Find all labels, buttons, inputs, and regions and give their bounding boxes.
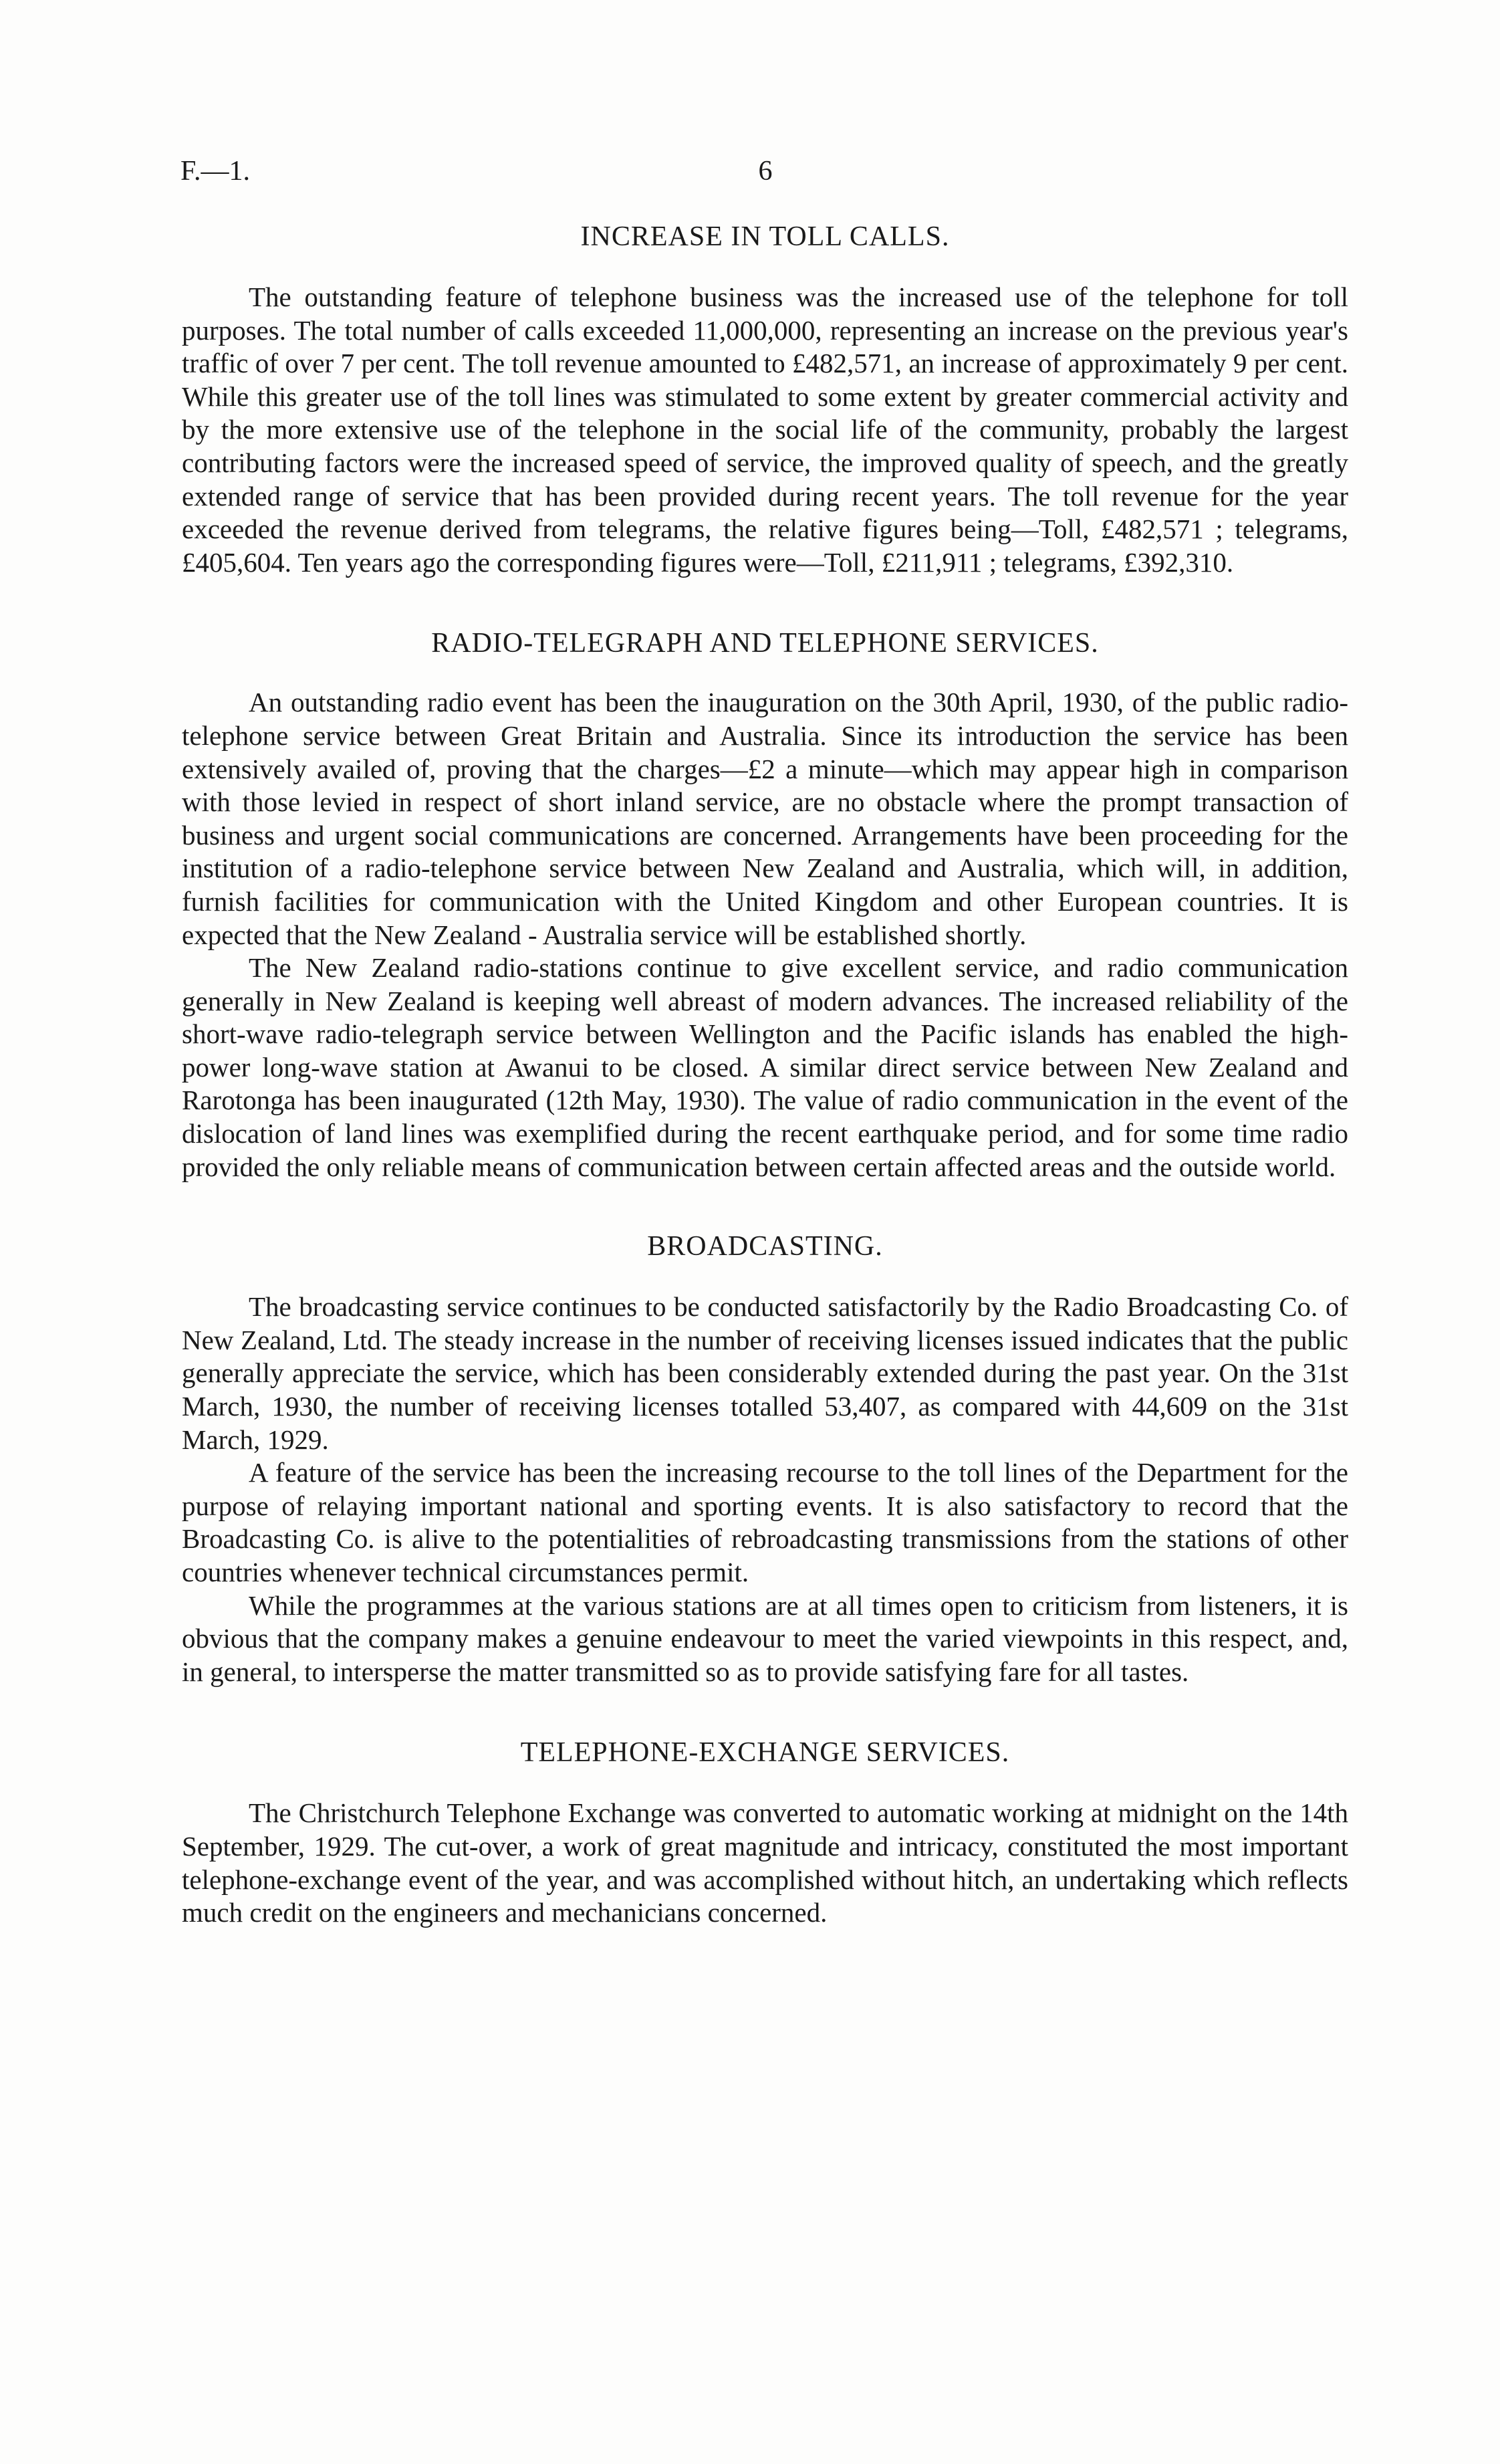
paragraph: A feature of the service has been the increasing recourse to the toll lines of the Department for the purpose of relaying important national and sporting events. It is also satisfactory to record that the Broadcasting Co. is alive to the potentialities of rebroadcasting transmissions from the stations of other countries whenever technical circumstances permit. — [182, 1457, 1348, 1587]
paragraph: The New Zealand radio-stations continue to give excellent service, and radio communication generally in New Zealand is keeping well abreast of modern advances. The increased reliability of the short-wave radio-telegraph service between Wellington and the Pacific islands has enabled the high-power long-wave station at Awanui to be closed. A similar direct service between New Zealand and Rarotonga has been inaugurated (12th May, 1930). The value of radio communication in the event of the dislocation of land lines was exemplified during the recent earthquake period, and for some time radio provided the only reliable means of communication between certain affected areas and the outside world. — [182, 952, 1348, 1182]
document-body — [182, 221, 1348, 1930]
paragraph: The Christchurch Telephone Exchange was converted to automatic working at midnight on the 14th September, 1929. The cut-over, a work of great magnitude and intricacy, constituted the most important telephone-exchange event of the year, and was accomplished without hitch, an undertaking which reflects much credit on the engineers and mechanicians concerned. — [182, 1797, 1348, 1928]
section-heading: TELEPHONE-EXCHANGE SERVICES. — [520, 1737, 1010, 1769]
paragraph: The outstanding feature of telephone business was the increased use of the telephone for toll purposes. The total number of calls exceeded 11,000,000, representing an increase on the previous year's traffic of over 7 per cent. The toll revenue amounted to £482,571, an increase of approximately 9 per cent. While this greater use of the toll lines was stimulated to some extent by greater commercial activity and by the more extensive use of the telephone in the social life of the community, probably the largest contributing factors were the increased speed of service, the improved quality of speech, and the greatly extended range of service that has been provided during recent years. The toll revenue for the year exceeded the revenue derived from telegrams, the relative figures being—Toll, £482,571 ; telegrams, £405,604. Ten years ago the corresponding figures were—Toll, £211,911 ; telegrams, £392,310. — [182, 282, 1348, 578]
section-radio-services — [182, 627, 1348, 1184]
page-reference: F.—1. — [180, 156, 250, 187]
section-telephone-exchange — [182, 1737, 1348, 1929]
section-heading: RADIO-TELEGRAPH AND TELEPHONE SERVICES. — [431, 628, 1099, 659]
section-heading: BROADCASTING. — [647, 1231, 883, 1262]
paragraph: The broadcasting service continues to be conducted satisfactorily by the Radio Broadcasting Co. of New Zealand, Ltd. The steady increase in the number of receiving licenses issued indicates that the public generally appreciate the service, which has been considerably extended during the past year. On the 31st March, 1930, the number of receiving licenses totalled 53,407, as compared with 44,609 on the 31st March, 1929. — [182, 1291, 1348, 1455]
section-heading: INCREASE IN TOLL CALLS. — [580, 221, 950, 252]
page-number: 6 — [758, 156, 773, 187]
page-header — [180, 155, 1350, 195]
section-broadcasting — [182, 1230, 1348, 1688]
paragraph: An outstanding radio event has been the inauguration on the 30th April, 1930, of the public radio-telephone service between Great Britain and Australia. Since its introduction the service has been extensively availed of, proving that the charges—£2 a minute—which may appear high in comparison with those levied in respect of short inland service, are no obstacle where the prompt transaction of business and urgent social communications are concerned. Arrangements have been proceeding for the institution of a radio-telephone service between New Zealand and Australia, which will, in addition, furnish facilities for communication with the United Kingdom and other European countries. It is expected that the New Zealand - Australia service will be established shortly. — [182, 687, 1348, 950]
paragraph: While the programmes at the various stations are at all times open to criticism from listeners, it is obvious that the company makes a genuine endeavour to meet the varied viewpoints in this respect, and, in general, to intersperse the matter transmitted so as to provide satisfying fare for all tastes. — [182, 1589, 1348, 1687]
section-toll-calls — [182, 221, 1348, 579]
